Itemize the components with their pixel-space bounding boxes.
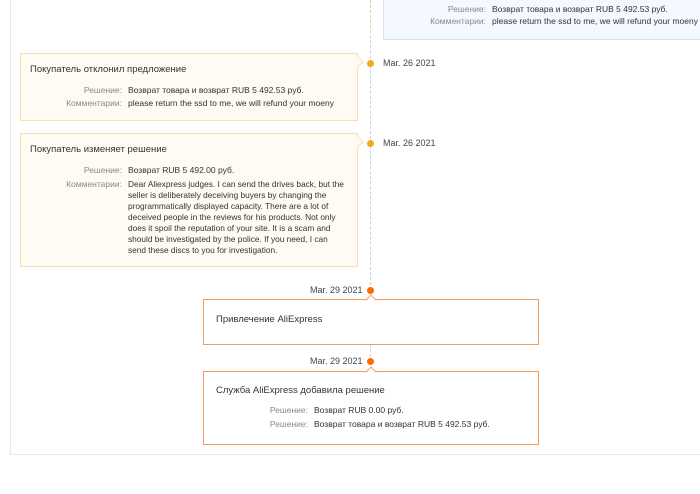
event-date: Mar. 26 2021 [383, 138, 436, 148]
event-date: Mar. 29 2021 [310, 356, 363, 366]
comment-row [384, 16, 698, 27]
event-date: Mar. 29 2021 [310, 285, 363, 295]
decision-label: Решение: [269, 405, 308, 415]
decision-label: Решение: [447, 4, 486, 14]
decision-value: Возврат товара и возврат RUB 5 492.53 руб. [492, 4, 668, 14]
decision-value: Возврат RUB 5 492.00 руб. [128, 165, 235, 175]
event-title: Служба AliExpress добавила решение [216, 385, 385, 396]
event-title: Покупатель изменяет решение [30, 144, 167, 155]
decision-row [21, 85, 304, 96]
comment-value: please return the ssd to me, we will refund your moeny [128, 98, 334, 108]
buyer-changed-decision-card [20, 133, 358, 267]
event-title: Покупатель отклонил предложение [30, 64, 187, 75]
event-title: Привлечение AliExpress [216, 314, 323, 325]
aliexpress-involved-card [203, 299, 539, 345]
comment-label: Комментарии: [66, 179, 122, 189]
decision-row [204, 405, 404, 416]
aliexpress-decision-card [203, 371, 539, 445]
comment-value: Dear Aliexpress judges. I can send the drives back, but the seller is deliberately deceiving buyers by changing the programmatically displayed capacity. There are a lot of deceived people in the reviews for his products. Not only does it spoil the reputation of your site. It is a scam and should be investigated by the police. If you need, I can send these discs to you for investigation. [128, 179, 344, 255]
decision-label: Решение: [83, 165, 122, 175]
timeline-dot [367, 358, 374, 365]
decision-row [384, 4, 668, 15]
buyer-rejected-card [20, 53, 358, 121]
timeline-dot [367, 140, 374, 147]
comment-label: Комментарии: [66, 98, 122, 108]
comment-row [21, 98, 334, 109]
decision-label: Решение: [83, 85, 122, 95]
event-date: Mar. 26 2021 [383, 58, 436, 68]
comment-value: please return the ssd to me, we will refund your moeny [492, 16, 698, 26]
decision-value: Возврат товара и возврат RUB 5 492.53 руб. [128, 85, 304, 95]
decision-value: Возврат RUB 0.00 руб. [314, 405, 404, 415]
decision-label: Решение: [269, 419, 308, 429]
decision-row [21, 165, 234, 176]
timeline-dot [367, 60, 374, 67]
decision-row [204, 419, 490, 430]
comment-row [21, 179, 348, 256]
comment-label: Комментарии: [430, 16, 486, 26]
seller-proposal-card [383, 0, 700, 40]
decision-value: Возврат товара и возврат RUB 5 492.53 руб. [314, 419, 490, 429]
